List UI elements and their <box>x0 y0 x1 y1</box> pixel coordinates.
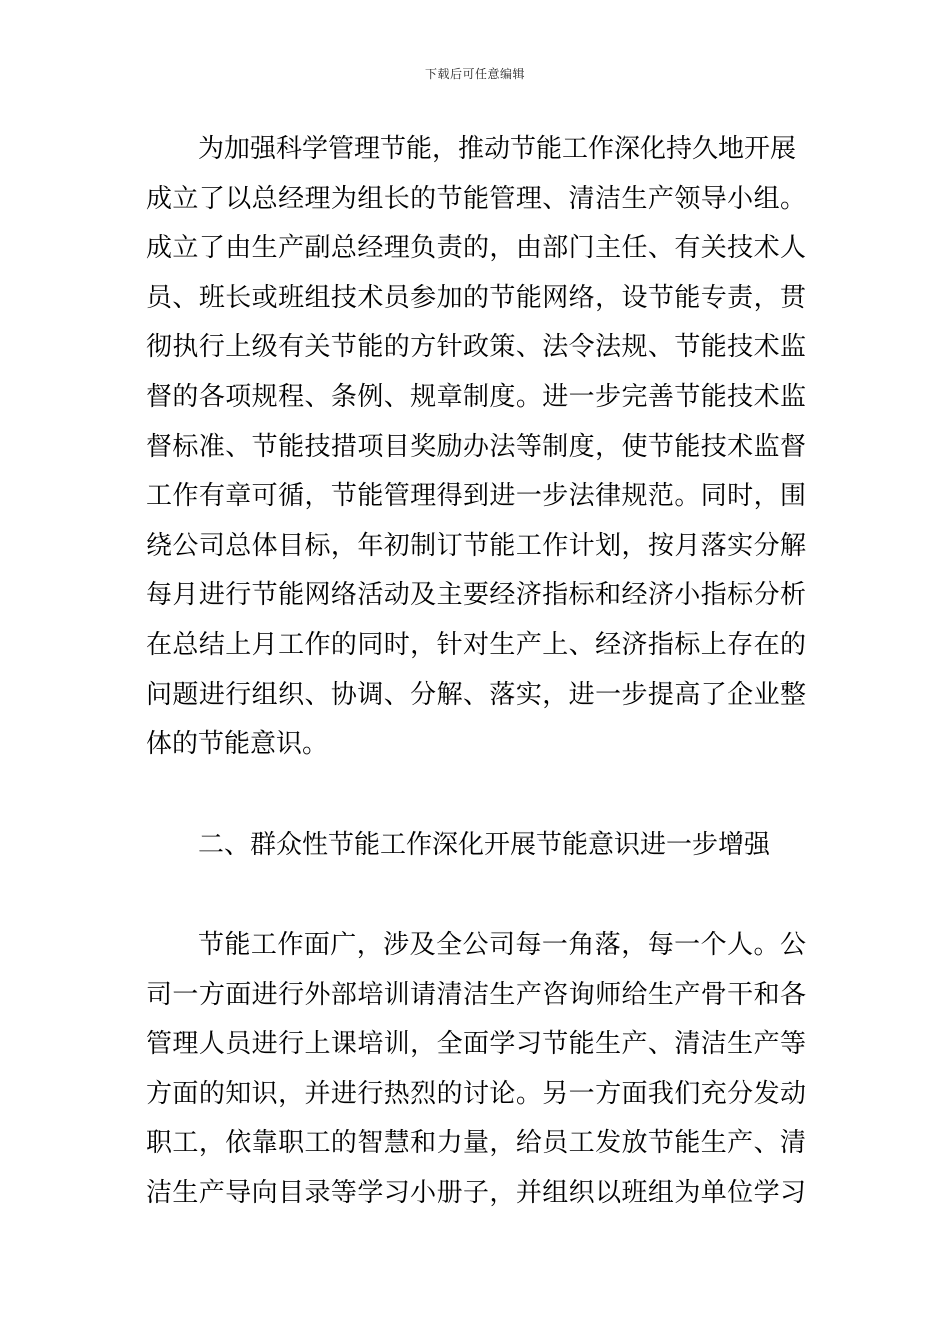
paragraph-line: 督的各项规程、条例、规章制度。进一步完善节能技术监 <box>146 381 806 412</box>
paragraph-energy-management <box>146 125 806 770</box>
paragraph-line: 为加强科学管理节能，推动节能工作深化持久地开展 <box>198 134 797 164</box>
paragraph-line: 每月进行节能网络活动及主要经济指标和经济小指标分析 <box>146 580 806 611</box>
paragraph-line: 方面的知识，并进行热烈的讨论。另一方面我们充分发动 <box>146 1078 806 1109</box>
paragraph-line: 职工，依靠职工的智慧和力量，给员工发放节能生产、清 <box>146 1128 806 1159</box>
paragraph-line: 督标准、节能技措项目奖励办法等制度，使节能技术监督 <box>146 431 806 462</box>
paragraph-line: 在总结上月工作的同时，针对生产上、经济指标上存在的 <box>146 629 806 660</box>
paragraph-line: 管理人员进行上课培训，全面学习节能生产、清洁生产等 <box>146 1029 806 1060</box>
paragraph-mass-participation <box>146 921 806 1219</box>
paragraph-line: 绕公司总体目标，年初制订节能工作计划，按月落实分解 <box>146 530 806 561</box>
paragraph-line: 工作有章可循，节能管理得到进一步法律规范。同时，围 <box>146 481 806 512</box>
paragraph-line: 员、班长或班组技术员参加的节能网络，设节能专责，贯 <box>146 282 806 313</box>
download-note: 下载后可任意编辑 <box>424 67 525 81</box>
paragraph-line: 成立了以总经理为组长的节能管理、清洁生产领导小组。 <box>146 183 806 214</box>
paragraph-line: 洁生产导向目录等学习小册子，并组织以班组为单位学习 <box>146 1177 806 1208</box>
paragraph-line: 节能工作面广，涉及全公司每一角落，每一个人。公 <box>198 930 806 960</box>
paragraph-line: 司一方面进行外部培训请清洁生产咨询师给生产骨干和各 <box>146 979 806 1010</box>
paragraph-line: 体的节能意识。 <box>146 729 329 760</box>
paragraph-line: 成立了由生产副总经理负责的，由部门主任、有关技术人 <box>146 233 806 264</box>
paragraph-line: 问题进行组织、协调、分解、落实，进一步提高了企业整 <box>146 679 806 710</box>
section-heading: 二、群众性节能工作深化开展节能意识进一步增强 <box>198 830 771 860</box>
paragraph-line: 彻执行上级有关节能的方针政策、法令法规、节能技术监 <box>146 332 806 363</box>
